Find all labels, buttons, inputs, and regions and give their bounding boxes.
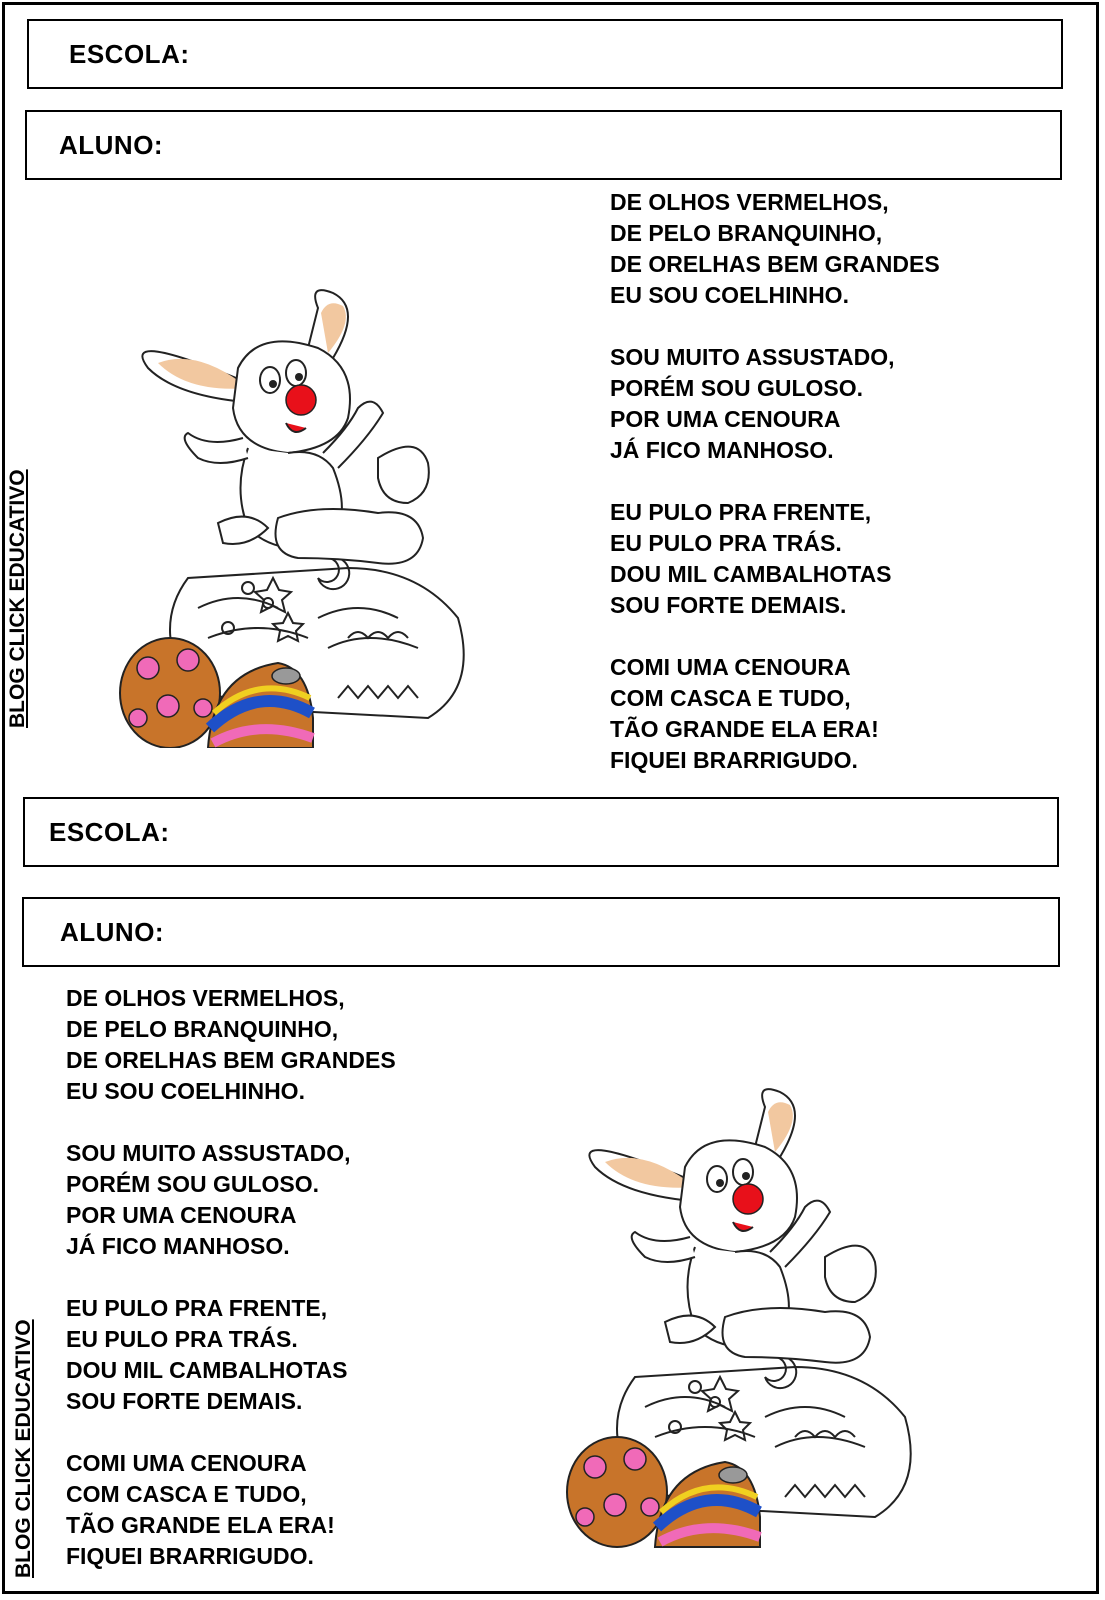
bunny-illustration-top <box>118 288 488 748</box>
bunny-illustration-bottom <box>565 1072 935 1562</box>
stanza-3: EU PULO PRA FRENTE, EU PULO PRA TRÁS. DOU MIL CAMBALHOTAS SOU FORTE DEMAIS. <box>610 499 892 618</box>
escola-label: ESCOLA: <box>49 816 170 847</box>
blog-watermark-top: BLOG CLICK EDUCATIVO <box>6 469 29 728</box>
escola-field-top[interactable] <box>27 19 1063 89</box>
poem-top <box>610 187 940 776</box>
stanza-2: SOU MUITO ASSUSTADO, PORÉM SOU GULOSO. POR UMA CENOURA JÁ FICO MANHOSO. <box>610 344 895 463</box>
stanza-2: SOU MUITO ASSUSTADO, PORÉM SOU GULOSO. POR UMA CENOURA JÁ FICO MANHOSO. <box>66 1140 351 1259</box>
aluno-field-top[interactable] <box>25 110 1062 180</box>
stanza-4: COMI UMA CENOURA COM CASCA E TUDO, TÃO GRANDE ELA ERA! FIQUEI BRARRIGUDO. <box>66 1450 335 1569</box>
aluno-label: ALUNO: <box>59 129 164 160</box>
stanza-3: EU PULO PRA FRENTE, EU PULO PRA TRÁS. DOU MIL CAMBALHOTAS SOU FORTE DEMAIS. <box>66 1295 348 1414</box>
escola-label: ESCOLA: <box>69 38 190 69</box>
stanza-4: COMI UMA CENOURA COM CASCA E TUDO, TÃO GRANDE ELA ERA! FIQUEI BRARRIGUDO. <box>610 654 879 773</box>
aluno-field-bottom[interactable] <box>22 897 1060 967</box>
blog-watermark-bottom: BLOG CLICK EDUCATIVO <box>12 1319 35 1578</box>
escola-field-bottom[interactable] <box>23 797 1059 867</box>
stanza-1: DE OLHOS VERMELHOS, DE PELO BRANQUINHO, DE ORELHAS BEM GRANDES EU SOU COELHINHO. <box>66 985 396 1104</box>
aluno-label: ALUNO: <box>60 916 165 947</box>
stanza-1: DE OLHOS VERMELHOS, DE PELO BRANQUINHO, DE ORELHAS BEM GRANDES EU SOU COELHINHO. <box>610 189 940 308</box>
poem-bottom <box>66 983 396 1572</box>
